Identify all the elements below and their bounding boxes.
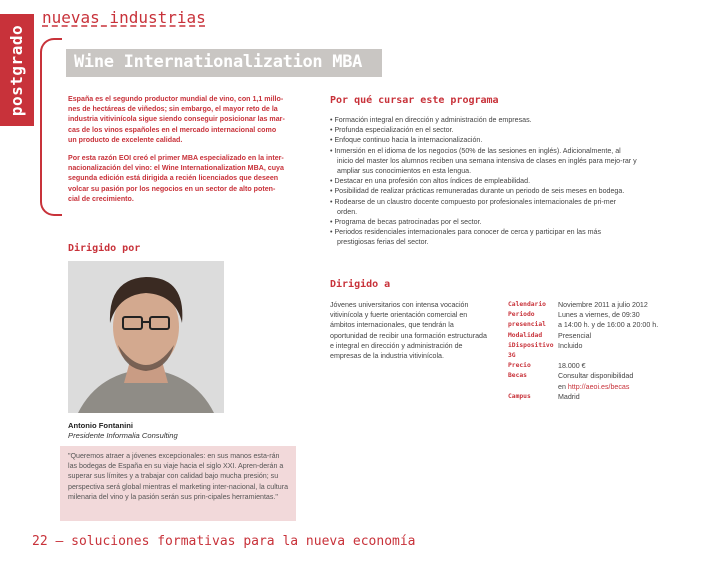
list-item: • Inmersión en el idioma de los negocios (50% de las sesiones en inglés). Adicionalmente, al inicio del master los alumnos reciben una semana intensiva de clases en inglés para mejo-rar y ampliar sus conocimientos en esta lengua.	[330, 146, 637, 176]
list-item: • Enfoque continuo hacia la internacionalización.	[330, 136, 483, 145]
becas-link[interactable]: http://aeoi.es/becas	[567, 382, 630, 391]
info-label: Periodo	[508, 311, 535, 319]
info-label: Becas	[508, 372, 527, 380]
info-label: Precio	[508, 362, 531, 370]
dirigido-por-heading: Dirigido por	[68, 243, 141, 254]
list-item: • Posibilidad de realizar prácticas remuneradas durante un periodo de seis meses en bodega.	[330, 187, 625, 196]
dirigido-a-heading: Dirigido a	[330, 279, 391, 290]
list-item: • Rodearse de un claustro docente compuesto por profesionales internacionales de pri-mer orden.	[330, 197, 617, 216]
info-value: Madrid	[558, 392, 580, 401]
info-label: Campus	[508, 392, 531, 400]
info-row	[508, 310, 708, 320]
page-title: Wine Internationalization MBA	[66, 49, 382, 77]
info-row	[508, 382, 708, 392]
info-row	[508, 371, 708, 381]
info-value: Noviembre 2011 a julio 2012	[558, 301, 648, 309]
becas-prefix: en	[558, 382, 568, 391]
director-name: Antonio Fontanini	[68, 421, 133, 430]
page-footer: 22 – soluciones formativas para la nueva economía	[32, 534, 416, 549]
info-row	[508, 320, 708, 330]
intro-paragraph: Por esta razón EOI creó el primer MBA especializado en la inter-nacionalización del vino: el Wine Internationalization MBA, cuya segunda edición está dirigida a recién licenciados que deseen volcar su pasión por los negocios en un sector de alto poten-cial de crecimiento.	[68, 154, 284, 203]
info-row	[508, 341, 708, 361]
info-label: Modalidad	[508, 331, 543, 339]
postgrado-label: postgrado	[7, 24, 27, 116]
info-row	[508, 392, 708, 402]
info-label: presencial	[508, 321, 546, 329]
director-photo	[68, 261, 224, 413]
list-item: • Destacar en una profesión con altos índices de empleabilidad.	[330, 177, 531, 186]
intro-text	[68, 94, 286, 204]
portrait-image	[68, 261, 224, 413]
postgrado-side-tab	[0, 14, 34, 126]
director-quote: "Queremos atraer a jóvenes excepcionales: en sus manos esta-rán las bodegas de España en su viaje hacia el siglo XXI. Apren-derán a superar sus límites y a trabajar con calidad bajo mucha presión; su perspectiva será global mientras el marketing inter-nacional, la cultura milenaria del vino y la pasión serán sus prin-cipales herramientas."	[60, 446, 296, 521]
list-item: • Formación integral en dirección y administración de empresas.	[330, 116, 532, 124]
info-value: 18.000 €	[558, 362, 586, 371]
info-value: Lunes a viernes, de 09:30	[558, 311, 640, 320]
info-value: Consultar disponibilidad	[558, 372, 634, 381]
director-role: Presidente Informalia Consulting	[68, 431, 178, 440]
info-label: iDispositivo 3G	[508, 341, 554, 360]
info-row	[508, 331, 708, 341]
intro-paragraph: España es el segundo productor mundial de vino, con 1,1 millo-nes de hectáreas de viñedos; sin embargo, el mayor reto de la industria vitivinícola sigue siendo conseguir posicionar las mar-cas de los vinos españoles en el mercado internacional como un producto de excelente calidad.	[68, 95, 285, 144]
reasons-list	[330, 115, 638, 248]
info-row	[508, 300, 708, 310]
info-row	[508, 361, 708, 371]
list-item: • Periodos residenciales internacionales para conocer de cerca y participar en las más prestigiosas ferias del sector.	[330, 228, 602, 247]
list-item: • Programa de becas patrocinadas por el sector.	[330, 218, 482, 227]
program-info-table	[508, 300, 708, 402]
info-label	[508, 382, 558, 392]
decorative-bracket	[40, 38, 62, 216]
list-item: • Profunda especialización en el sector.	[330, 126, 454, 135]
audience-text: Jóvenes universitarios con intensa vocación vitivinícola y fuerte orientación comercial en ámbitos internacionales, que tendrán la oportunidad de recibir una formación estructurada e integral en dirección y administración de empresas de la industria vitivinícola.	[330, 301, 487, 361]
info-value: Incluido	[558, 341, 583, 350]
info-value: Presencial	[558, 331, 592, 340]
info-value	[558, 382, 629, 392]
info-value: a 14:00 h. y de 16:00 a 20:00 h.	[558, 321, 659, 330]
info-label: Calendario	[508, 301, 546, 308]
section-name: nuevas industrias	[42, 8, 206, 27]
why-program-heading: Por qué cursar este programa	[330, 95, 499, 106]
